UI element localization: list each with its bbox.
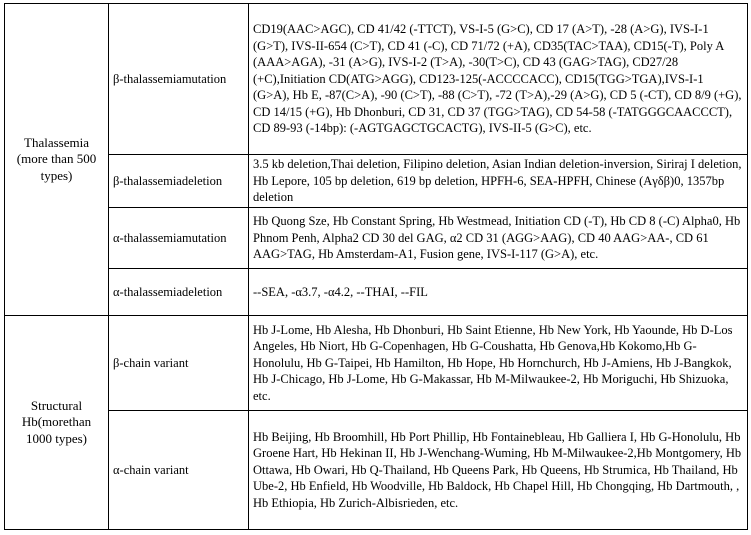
detail-cell: Hb J-Lome, Hb Alesha, Hb Dhonburi, Hb Saint Etienne, Hb New York, Hb Yaounde, Hb D-Los Angeles, Hb Niort, Hb G-Copenhagen, Hb G-Coushatta, Hb Genova,Hb Kokomo,Hb G-Honolulu, Hb G-Taipei, Hb Hamilton, Hb Hope, Hb Hornchurch, Hb J-Amiens, Hb J-Bangkok, Hb J-Chicago, Hb J-Lome, Hb G-Makassar, Hb M-Milwaukee-2, Hb Moriguchi, Hb Shizuoka, etc. xyxy=(249,316,748,411)
group-cell-thalassemia xyxy=(5,4,109,316)
detail-cell: 3.5 kb deletion,Thai deletion, Filipino deletion, Asian Indian deletion-inversion, Siriraj I deletion, Hb Lepore, 105 bp deletion, 619 bp deletion, HPFH-6, SEA-HPFH, Chinese (Aγδβ)0, 1357bp deletion xyxy=(249,155,748,208)
group-name-line: (more than 500 xyxy=(16,151,97,167)
table-row xyxy=(5,411,748,530)
detail-cell: --SEA, -α3.7, -α4.2, --THAI, --FIL xyxy=(249,269,748,316)
type-cell: α-thalassemiamutation xyxy=(109,208,249,269)
type-cell: α-thalassemiadeletion xyxy=(109,269,249,316)
detail-cell: Hb Quong Sze, Hb Constant Spring, Hb Westmead, Initiation CD (-T), Hb CD 8 (-C) Alpha0, Hb Phnom Penh, Alpha2 CD 30 del GAG, α2 CD 31 (AGG>AAG), CD 40 AAG>AA-, CD 61 AAG>TAG, Hb Amsterdam-A1, Fusion gene, IVS-I-117 (G>A), etc. xyxy=(249,208,748,269)
type-cell: β-thalassemiadeletion xyxy=(109,155,249,208)
group-name-line: Structural xyxy=(30,397,83,413)
detail-cell: Hb Beijing, Hb Broomhill, Hb Port Phillip, Hb Fontainebleau, Hb Galliera I, Hb G-Honolulu, Hb Groene Hart, Hb Hekinan II, Hb J-Wenchang-Wuming, Hb M-Milwaukee-2,Hb Montgomery, Hb Ottawa, Hb Owari, Hb Q-Thailand, Hb Queens Park, Hb Queens, Hb Strumica, Hb Thailand, Hb Ube-2, Hb Enfield, Hb Woodville, Hb Baldock, Hb Chapel Hill, Hb Chongqing, Hb Dartmouth, , Hb Ethiopia, Hb Zurich-Albisrieden, etc. xyxy=(249,411,748,530)
group-name-line: Hb(morethan xyxy=(21,414,92,430)
type-cell: β-chain variant xyxy=(109,316,249,411)
hemoglobin-variant-table xyxy=(4,3,748,530)
type-cell: α-chain variant xyxy=(109,411,249,530)
table-row xyxy=(5,316,748,411)
table-row xyxy=(5,155,748,208)
table-row xyxy=(5,208,748,269)
type-cell: β-thalassemiamutation xyxy=(109,4,249,155)
group-name-line: Thalassemia xyxy=(24,134,89,150)
group-cell-structural-hb xyxy=(5,316,109,530)
detail-cell: CD19(AAC>AGC), CD 41/42 (-TTCT), VS-I-5 (G>C), CD 17 (A>T), -28 (A>G), IVS-I-1 (G>T), IVS-II-654 (C>T), CD 41 (-C), CD 71/72 (+A), CD35(TAC>TAA), CD15(-T), Poly A (AAA>AGA), -31 (A>G), IVS-I-2 (T>A), -30(T>C), CD 43 (GAG>TAG), CD27/28 (+C),Initiation CD(ATG>AGG), CD123-125(-ACCCCACC), CD15(TGG>TGA),IVS-I-1 (G>A), Hb E, -87(C>A), -90 (C>T), -88 (C>T), -72 (T>A),-29 (A>G), CD 5 (-CT), CD 8/9 (+G), CD 14/15 (+G), Hb Dhonburi, CD 31, CD 37 (TGG>TAG), CD 54-58 (-TATGGGCAACCCT), CD 89-93 (-14bp): (-AGTGAGCTGCACTG), IVS-II-5 (G>C), etc. xyxy=(249,4,748,155)
table-row xyxy=(5,4,748,155)
group-name-line: 1000 types) xyxy=(25,430,88,446)
group-name-line: types) xyxy=(40,167,73,183)
table-row xyxy=(5,269,748,316)
